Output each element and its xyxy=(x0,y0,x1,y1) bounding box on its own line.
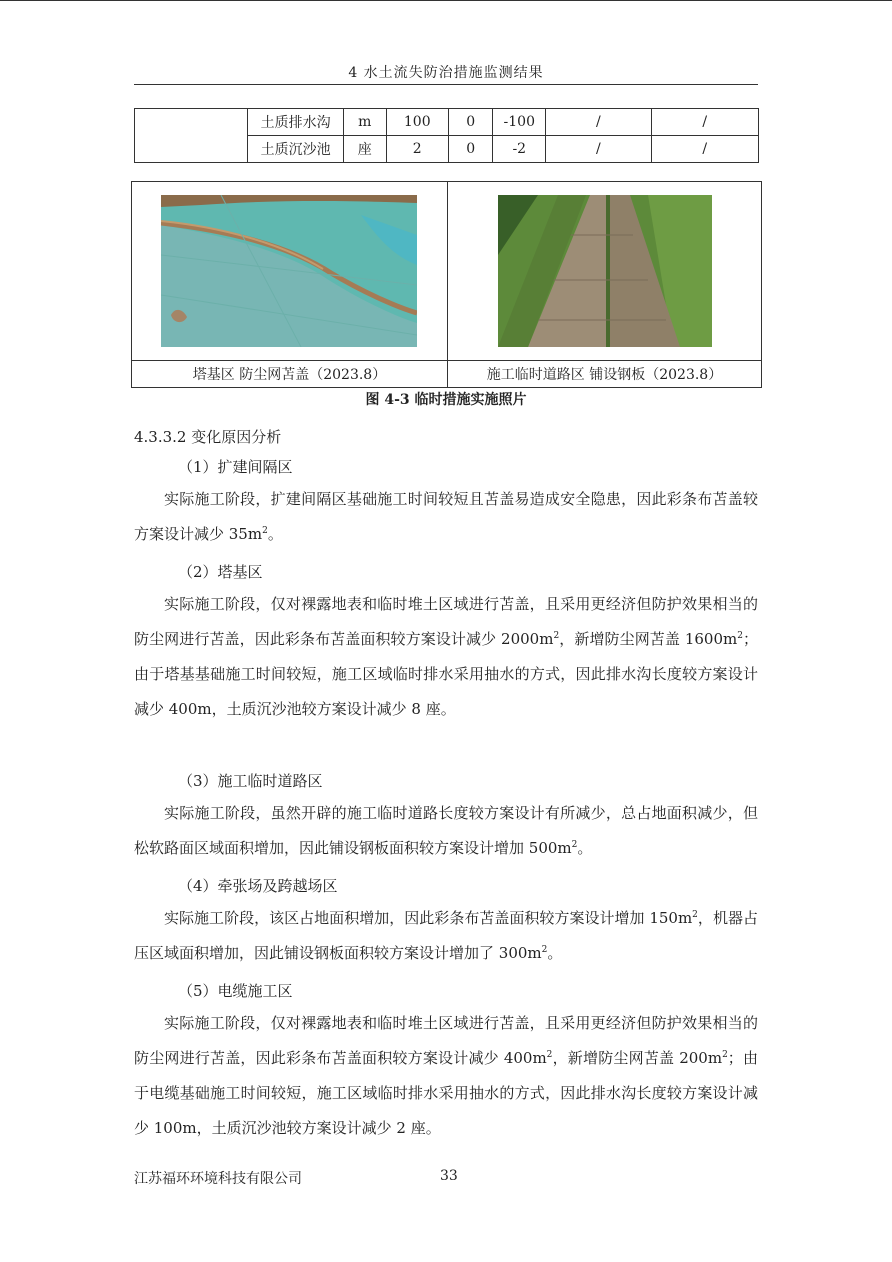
continued-table xyxy=(134,108,759,163)
table-cell: 2 xyxy=(386,136,448,163)
photo-caption-left: 塔基区 防尘网苫盖（2023.8） xyxy=(192,367,387,383)
caption-divider xyxy=(132,360,761,361)
table-cell: -2 xyxy=(493,136,546,163)
top-border xyxy=(0,0,892,1)
page-number: 33 xyxy=(440,1168,458,1184)
table-cell: 土质排水沟 xyxy=(248,109,344,136)
item-heading: （2）塔基区 xyxy=(178,563,263,581)
table-cell: -100 xyxy=(493,109,546,136)
item-heading: （4）牵张场及跨越场区 xyxy=(178,877,338,895)
dust-net-photo xyxy=(161,195,417,347)
table-cell: 0 xyxy=(448,136,492,163)
item-heading: （3）施工临时道路区 xyxy=(178,772,323,790)
footer-company: 江苏福环环境科技有限公司 xyxy=(134,1171,302,1187)
table-cell: / xyxy=(651,109,758,136)
figure-title: 图 4-3 临时措施实施照片 xyxy=(365,392,527,408)
paragraph: 实际施工阶段，该区占地面积增加，因此彩条布苫盖面积较方案设计增加 $150m^2$，机器占压区域面积增加，因此铺设钢板面积较方案设计增加了 $300m^2$。 xyxy=(134,909,758,962)
paragraph: 实际施工阶段，仅对裸露地表和临时堆土区域进行苫盖，且采用更经济但防护效果相当的防尘网进行苫盖，因此彩条布苫盖面积较方案设计减少 $2000m^2$，新增防尘网苫盖 $1600m^2$；由于塔基基础施工时间较短，施工区域临时排水采用抽水的方式，因此排水沟长度较方案设计减少 400m，土质沉沙池较方案设计减少 8 座。 xyxy=(134,595,758,718)
table-cell: 座 xyxy=(343,136,386,163)
table-cell xyxy=(135,109,248,163)
photo-divider xyxy=(447,182,448,387)
photo-figure xyxy=(131,181,762,388)
table-cell: 100 xyxy=(386,109,448,136)
running-header: 4 水土流失防治措施监测结果 xyxy=(348,65,544,81)
paragraph: 实际施工阶段，虽然开辟的施工临时道路长度较方案设计有所减少，总占地面积减少，但松软路面区域面积增加，因此铺设钢板面积较方案设计增加 $500m^2$。 xyxy=(134,804,758,857)
table-row xyxy=(135,109,759,136)
header-rule xyxy=(134,84,758,85)
section-heading: 4.3.3.2 变化原因分析 xyxy=(134,428,282,446)
table-cell: m xyxy=(343,109,386,136)
table-cell: 土质沉沙池 xyxy=(248,136,344,163)
table-cell: / xyxy=(651,136,758,163)
item-heading: （1）扩建间隔区 xyxy=(178,458,293,476)
table-cell: 0 xyxy=(448,109,492,136)
paragraph: 实际施工阶段，扩建间隔区基础施工时间较短且苫盖易造成安全隐患，因此彩条布苫盖较方案设计减少 $35m^2$。 xyxy=(134,490,758,543)
table-cell: / xyxy=(546,136,651,163)
item-heading: （5）电缆施工区 xyxy=(178,982,293,1000)
steel-plate-road-photo xyxy=(498,195,712,347)
table-cell: / xyxy=(546,109,651,136)
photo-caption-right: 施工临时道路区 铺设钢板（2023.8） xyxy=(486,367,723,383)
paragraph: 实际施工阶段，仅对裸露地表和临时堆土区域进行苫盖，且采用更经济但防护效果相当的防尘网进行苫盖，因此彩条布苫盖面积较方案设计减少 $400m^2$，新增防尘网苫盖 $200m^2$；由于电缆基础施工时间较短，施工区域临时排水采用抽水的方式，因此排水沟长度较方案设计减少 100m，土质沉沙池较方案设计减少 2 座。 xyxy=(134,1014,758,1137)
